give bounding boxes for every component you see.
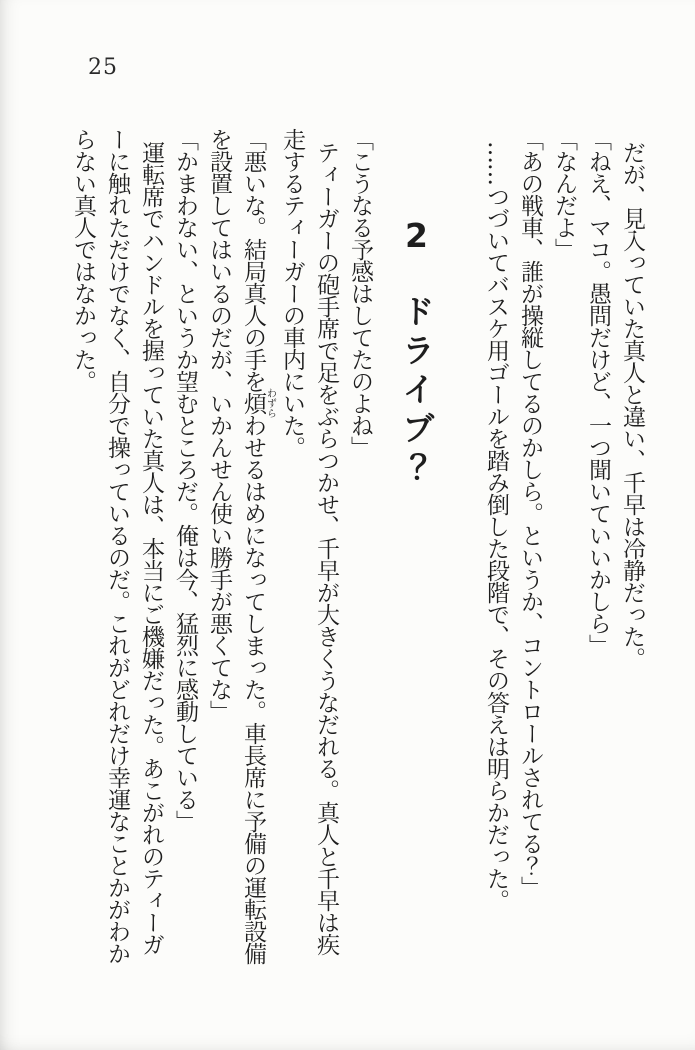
chapter-heading [393,128,439,1008]
text-segment: らない真人ではなかった。 [70,128,96,392]
text-segment: を設置してはいるのだが、いかんせん使い勝手が悪くてな」 [206,128,232,722]
text-segment: 「こうなる予感はしてたのよね」 [347,128,373,458]
text-line [100,128,134,1008]
text-line [615,128,649,1008]
text-segment: 「あの戦車、誰が操縦してるのかしら。というか、コントロールされてる？」 [517,128,543,898]
text-line [513,128,547,1008]
text-line [202,128,236,1008]
text-line [343,128,377,1008]
text-line [547,128,581,1008]
text-segment: わせるはめになってしまった。車長席に予備の運転設備 [240,414,266,964]
text-segment: ーに触れただけでなく、自分で操っているのだ。これがどれだけ幸運なことかがわか [104,128,130,964]
text-line [581,128,615,1008]
text-line [66,128,100,1008]
text-segment: 運転席でハンドルを握っていた真人は、本当にご機嫌だった。あこがれのティーガ [138,140,164,955]
text-segment: 「かまわない、というか望むところだ。俺は今、猛烈に感動している」 [172,128,198,832]
text-segment: だが、見入っていた真人と違い、千早は冷静だった。 [619,140,645,669]
text-segment: 「悪いな。結局真人の手を [240,128,266,392]
text-segment: ……つづいてバスケ用ゴールを踏み倒した段階で、その答えは明らかだった。 [483,140,509,911]
ruby-annotated-text: 煩わずら [240,388,276,418]
text-line [275,128,309,1008]
text-line [479,128,513,1008]
text-segment: ティーガーの砲手席で足をぶらつかせ、千早が大きくうなだれる。真人と千早は疾 [313,140,339,955]
text-segment: 「なんだよ」 [551,128,577,260]
text-segment: 走するティーガーの車内にいた。 [279,128,305,458]
text-segment: 「ねえ、マコ。愚問だけど、一つ聞いていいかしら」 [585,128,611,656]
chapter-number: 2 [397,216,436,255]
text-line [134,128,168,1008]
vertical-text-area [66,128,649,1008]
text-line [236,128,275,1008]
text-segment: ドライブ？ [397,255,436,489]
text-line [168,128,202,1008]
text-line [309,128,343,1008]
page-number: 25 [88,55,118,80]
